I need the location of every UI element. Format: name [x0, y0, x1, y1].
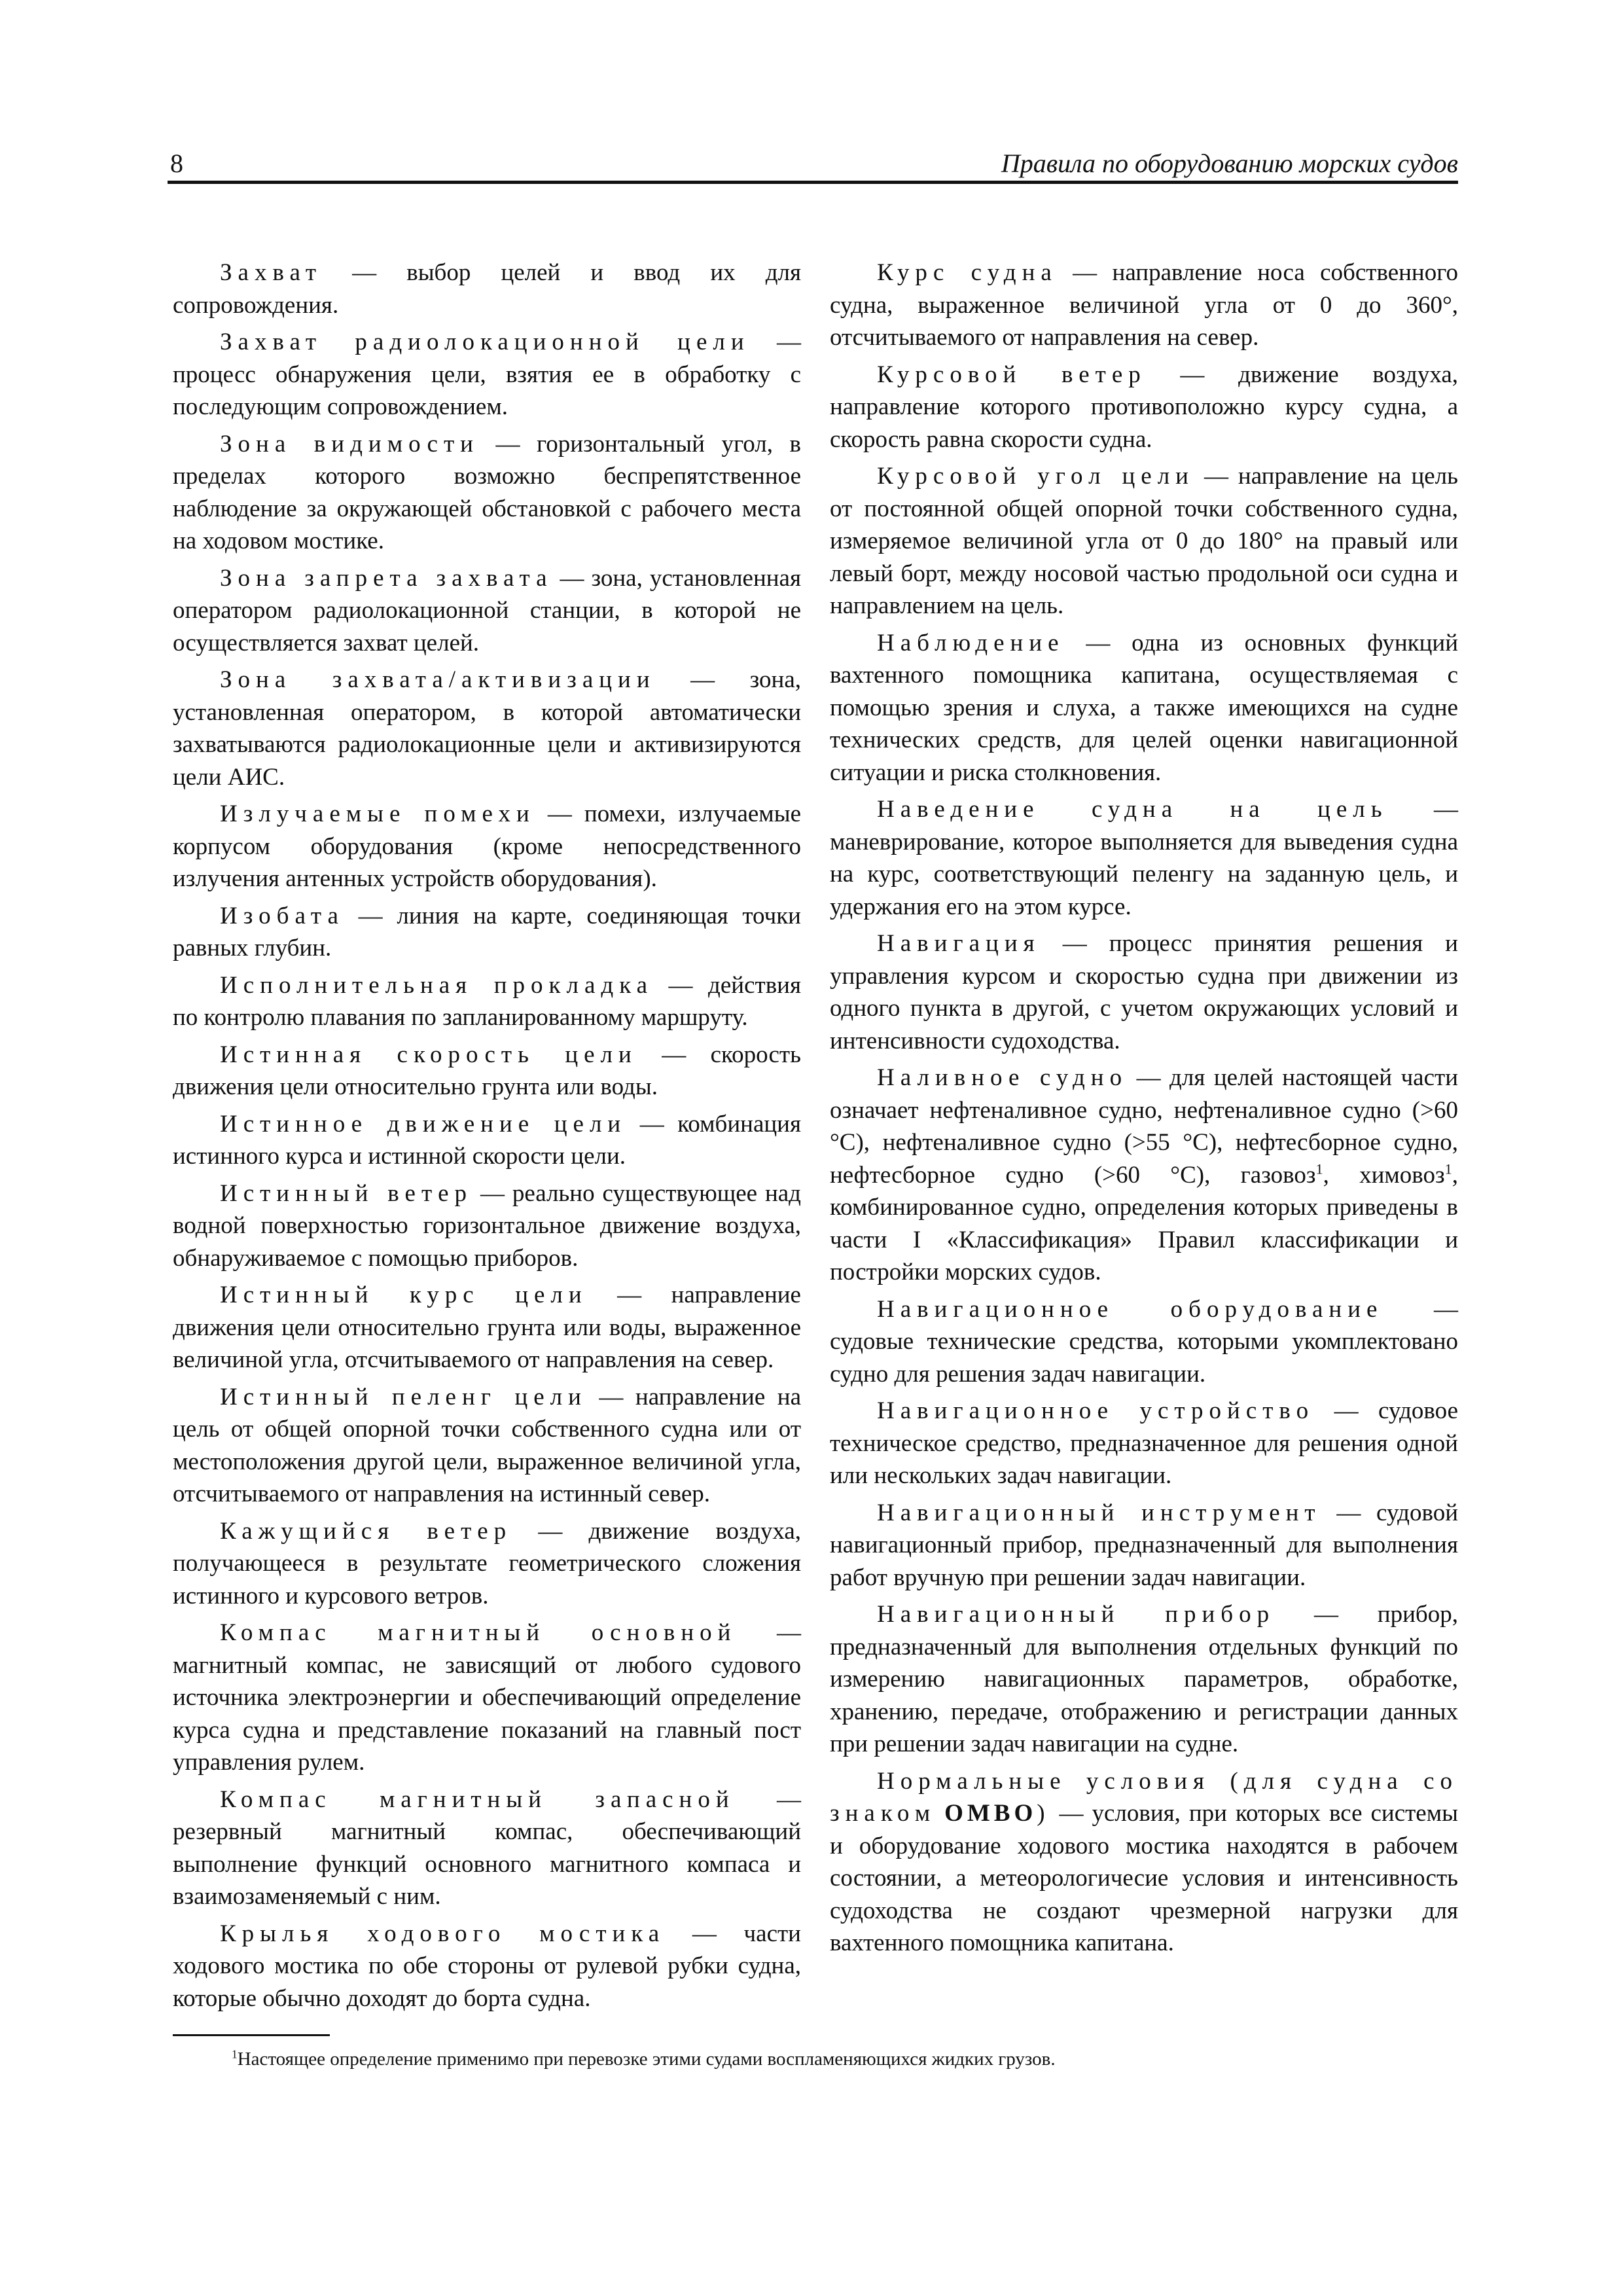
definition-text: — судовой навигационный прибор, предназначенный для выполнения работ вручную при решении задач навигации. [830, 1499, 1458, 1591]
definition-term: Курсовой угол цели [877, 463, 1194, 490]
definition-text: — направление движения цели относительно грунта или воды, выраженное величиной угла, отсчитываемого от направления на север. [173, 1282, 801, 1373]
definition-text: — выбор целей и ввод их для сопровождения. [173, 259, 801, 319]
footnote-marker: 1 [232, 2047, 238, 2061]
definition-text: — горизонтальный угол, в пределах которого возможно беспрепятственное наблюдение за окружающей обстановкой с рабочего места на ходовом мостике. [173, 430, 801, 554]
footnote [173, 2047, 1285, 2071]
definition-entry [173, 1918, 801, 2015]
definition-text: — помехи, излучаемые корпусом оборудования (кроме непосредственного излучения антенных устройств оборудования). [173, 800, 801, 892]
definition-entry [830, 1062, 1458, 1289]
definition-text: — резервный магнитный компас, обеспечивающий выполнение функций основного магнитного компаса и взаимозаменяемый с ним. [173, 1785, 802, 1910]
definition-text: — зона, установленная оператором радиолокационной станции, в которой не осуществляется захват целей. [173, 564, 801, 656]
definition-text: — одна из основных функций вахтенного помощника капитана, осуществляемая с помощью зрения и слуха, а также имеющихся на судне технических средств, для целей оценки навигационной ситуации и риска столкновения. [830, 629, 1458, 786]
definition-entry [173, 798, 801, 895]
page-header [168, 147, 1458, 180]
definition-entry [830, 1598, 1458, 1761]
definition-text: — скорость движения цели относительно грунта или воды. [173, 1041, 801, 1100]
header-rule [168, 181, 1458, 184]
definition-term: Компас магнитный запасной [220, 1785, 735, 1813]
definition-entry [173, 1381, 801, 1511]
definition-term: Исполнительная прокладка [220, 971, 654, 999]
definition-term: Захват радиолокационной цели [220, 329, 750, 355]
definition-entry [173, 969, 801, 1034]
definition-entry [173, 1108, 801, 1173]
footnote-body: Настоящее определение применимо при перевозке этими судами воспламеняющихся жидких грузов. [237, 2049, 1056, 2070]
class-notation-mark: OMBO [944, 1800, 1037, 1827]
definition-term: Кажущийся ветер [220, 1517, 512, 1545]
definition-text: — судовые технические средства, которыми укомплектовано судно для решения задач навигации. [830, 1295, 1458, 1388]
definition-text: — прибор, предназначенный для выполнения отдельных функций по измерению навигационных параметров, обработке, хранению, передаче, отображению и регистрации данных при решении задач навигации на судне. [830, 1601, 1458, 1757]
definition-term-close: ) [1037, 1800, 1051, 1827]
definition-term: Наблюдение [877, 629, 1065, 656]
definition-term: Истинный курс цели [220, 1282, 588, 1308]
definition-term: Изобата [220, 902, 344, 929]
definition-text: — зона, установленная оператором, в которой автоматически захватываются радиолокационные цели и активизируются цели АИС. [173, 666, 801, 791]
definition-entry [173, 1617, 801, 1779]
definition-text: — условия, при которых все системы и оборудование ходового мостика находятся в рабочем состоянии, а метеорологичесие условия и интенсивность судоходства не создают чрезмерной нагрузки для вахтенного помощника капитана. [830, 1800, 1458, 1956]
definition-text: — маневрирование, которое выполняется для выведения судна на курс, соответствующий пеленгу на заданную цель, и удержания его на этом курсе. [830, 796, 1459, 920]
footnote-reference: 1 [1315, 1160, 1323, 1177]
definition-entry [173, 257, 801, 321]
footnote-text [173, 2047, 1285, 2071]
definition-text: , химовоз [1323, 1161, 1445, 1189]
definition-term: Курсовой ветер [877, 361, 1147, 388]
definition-entry [830, 1497, 1458, 1594]
definition-entry [830, 627, 1458, 789]
definition-text: — направление на цель от общей опорной точки собственного судна или от местоположения другой цели, выраженное величиной угла, отсчитываемого от направления на истинный север. [173, 1383, 801, 1507]
definition-text: — линия на карте, соединяющая точки равных глубин. [173, 902, 801, 961]
definition-text: — направление на цель от постоянной общей опорной точки собственного судна, измеряемое величиной угла от 0 до 180° на правый или левый борт, между носовой частью продольной оси судна и направлением на цель. [830, 463, 1458, 619]
definition-text: — комбинация истинного курса и истинной скорости цели. [173, 1110, 801, 1170]
definition-text: — магнитный компас, не зависящий от любого судового источника электроэнергии и обеспечивающий определение курса судна и представление показаний на главный пост управления рулем. [173, 1619, 801, 1776]
running-title: Правила по оборудованию морских судов [1001, 149, 1458, 178]
definition-term: Наведение судна на цель [877, 796, 1388, 823]
definition-term: Зона захвата/активизации [220, 666, 656, 693]
definition-term: Навигация [877, 930, 1041, 957]
definition-text: — реально существующее над водной поверхностью горизонтальное движение воздуха, обнаруживаемое с помощью приборов. [173, 1179, 801, 1272]
footnote-reference: 1 [1444, 1160, 1452, 1177]
definition-text: — действия по контролю плавания по запланированному маршруту. [173, 971, 801, 1031]
definition-entry [830, 927, 1458, 1057]
definition-term: Навигационное оборудование [877, 1295, 1383, 1323]
definition-entry [830, 257, 1458, 354]
page-number: 8 [170, 149, 183, 178]
definition-text: , комбинированное судно, определения которых приведены в части I «Классификация» Правил классификации и постройки морских судов. [830, 1161, 1458, 1285]
definition-entry [173, 428, 801, 558]
definition-term: Навигационное устройство [877, 1397, 1315, 1424]
definition-text: — процесс принятия решения и управления курсом и скоростью судна при движении из одного пункта в другой, с учетом окружающих условий и интенсивности судоходства. [830, 930, 1458, 1054]
definition-entry [173, 664, 801, 793]
definition-term: Навигационный прибор [877, 1601, 1275, 1628]
definition-text: — направление носа собственного судна, выраженное величиной угла от 0 до 360°, отсчитываемого от направления на север. [830, 259, 1458, 351]
right-column [830, 257, 1458, 1964]
definition-entry [173, 326, 801, 423]
definition-entry [173, 1177, 801, 1275]
definition-entry [173, 562, 801, 660]
definition-text: — движение воздуха, направление которого противоположно курсу судна, а скорость равна скорости судна. [830, 361, 1459, 453]
definition-term: Истинная скорость цели [220, 1041, 637, 1068]
definition-entry [173, 1039, 801, 1103]
definition-entry [830, 1765, 1458, 1960]
definition-term: Зона видимости [220, 430, 479, 457]
definition-entry [173, 1515, 801, 1613]
definition-entry [830, 460, 1458, 622]
definition-term: Истинное движение цели [220, 1110, 627, 1138]
definition-entry [173, 900, 801, 965]
definition-term: Захват [220, 259, 323, 286]
definition-text: — судовое техническое средство, предназначенное для решения одной или нескольких задач навигации. [830, 1397, 1458, 1489]
definition-term: Навигационный инструмент [877, 1499, 1321, 1526]
definition-text: — процесс обнаружения цели, взятия ее в обработку с последующим сопровождением. [173, 329, 801, 420]
definition-term: Истинный пеленг цели [220, 1383, 587, 1410]
definition-term: Истинный ветер [220, 1179, 473, 1207]
definition-term: Наливное судно [877, 1064, 1128, 1091]
definition-text: — для целей настоящей части означает нефтеналивное судно, нефтеналивное судно (>60 °C), нефтеналивное судно (>55 °C), нефтесборное судно, нефтесборное судно (>60 °C), газовоз [830, 1064, 1458, 1189]
definition-term: Крылья ходового мостика [220, 1920, 666, 1947]
definition-text: — части ходового мостика по обе стороны от рулевой рубки судна, которые обычно доходят до борта судна. [173, 1920, 801, 2012]
definition-term: Нормальные условия (для судна со знаком [830, 1767, 1458, 1827]
definition-entry [830, 1293, 1458, 1391]
definition-term: Излучаемые помехи [220, 800, 535, 827]
definition-entry [830, 359, 1458, 456]
definition-entry [830, 1395, 1458, 1492]
definition-term: Компас магнитный основной [220, 1619, 737, 1646]
definition-entry [173, 1279, 801, 1376]
definition-entry [830, 793, 1458, 923]
footnote-rule [173, 2034, 330, 2036]
definition-text: — движение воздуха, получающееся в результате геометрического сложения истинного и курсового ветров. [173, 1517, 802, 1609]
definition-entry [173, 1784, 801, 1913]
left-column [173, 257, 801, 2019]
definition-term: Курс судна [877, 259, 1058, 286]
definition-term: Зона запрета захвата [220, 564, 553, 592]
